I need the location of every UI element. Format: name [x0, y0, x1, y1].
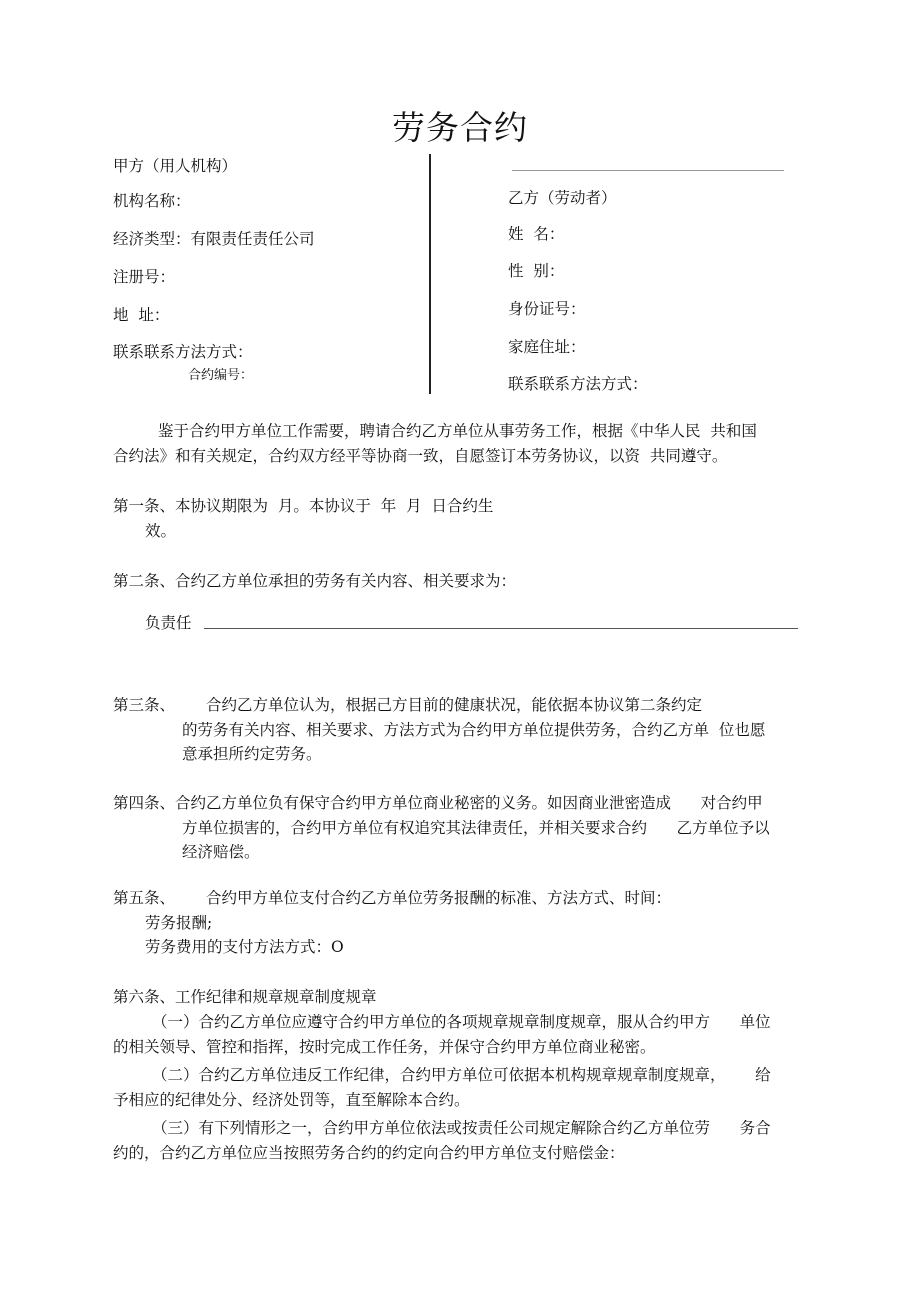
article-2: 第二条、合约乙方单位承担的劳务有关内容、相关要求为： — [113, 572, 517, 590]
article-6-p3-line-2: 约的，合约乙方单位应当按照劳务合约的约定向合约甲方单位支付赔偿金： — [113, 1144, 625, 1162]
responsible-fill-line — [204, 628, 798, 629]
intro-line-2: 合约法》和有关规定，合约双方经平等协商一致，自愿签订本劳务协议，以资 共同遵守。 — [113, 447, 728, 465]
responsible-label: 负责任 — [145, 614, 192, 632]
article-1-line-2: 效。 — [145, 522, 177, 540]
party-a-reg-no: 注册号： — [113, 268, 176, 286]
article-5-line: 合约甲方单位支付合约乙方单位劳务报酬的标准、方法方式、时间： — [206, 889, 672, 907]
party-a-contact: 联系联系方法方式： — [113, 343, 253, 361]
party-b-gender: 性 别： — [508, 262, 565, 280]
article-3-line-2: 的劳务有关内容、相关要求、方法方式为合约甲方单位提供劳务，合约乙方单 位也愿 — [182, 721, 766, 739]
contract-number-label: 合约编号： — [188, 368, 254, 383]
party-a-address: 地 址： — [113, 306, 170, 324]
column-divider — [429, 154, 431, 394]
article-4-line-2: 方单位损害的，合约甲方单位有权追究其法律责任，并相关要求合约 乙方单位予以 — [182, 819, 770, 837]
party-b-heading: 乙方（劳动者） — [508, 189, 617, 207]
article-5-sub-2: 劳务费用的支付方法方式：O — [145, 938, 344, 956]
intro-line-1: 鉴于合约甲方单位工作需要，聘请合约乙方单位从事劳务工作，根据《中华人民 共和国 — [158, 422, 757, 440]
article-4-line-3: 经济赔偿。 — [182, 843, 260, 861]
party-a-name-label: 机构名称： — [113, 192, 191, 210]
article-6-p1-line-2: 的相关领导、管控和指挥，按时完成工作任务，并保守合约甲方单位商业秘密。 — [113, 1038, 656, 1056]
article-4-line-1: 第四条、合约乙方单位负有保守合约甲方单位商业秘密的义务。如因商业泄密造成 对合约甲 — [113, 794, 763, 812]
party-a-econ-type: 经济类型：有限责任责任公司 — [113, 230, 315, 248]
article-5-sub-1: 劳务报酬; — [145, 914, 213, 932]
article-5-head: 第五条、 — [113, 889, 176, 907]
article-6-p2-line-1: （二）合约乙方单位违反工作纪律，合约甲方单位可依据本机构规章规章制度规章， 给 — [152, 1066, 771, 1084]
party-b-id-no: 身份证号： — [508, 300, 586, 318]
article-6-head: 第六条、工作纪律和规章规章制度规章 — [113, 988, 377, 1006]
party-b-name: 姓 名： — [508, 225, 565, 243]
article-3-line-1: 合约乙方单位认为，根据己方目前的健康状况，能依据本协议第二条约定 — [206, 696, 703, 714]
article-3-line-3: 意承担所约定劳务。 — [182, 745, 322, 763]
article-6-p2-line-2: 予相应的纪律处分、经济处罚等，直至解除本合约。 — [113, 1091, 470, 1109]
article-3-head: 第三条、 — [113, 696, 176, 714]
party-b-top-line — [512, 170, 784, 171]
article-1-line-1: 第一条、本协议期限为 月。本协议于 年 月 日合约生 — [113, 497, 494, 515]
article-6-p3-line-1: （三）有下列情形之一，合约甲方单位依法或按责任公司规定解除合约乙方单位劳 务合 — [152, 1119, 771, 1137]
party-b-contact: 联系联系方法方式： — [508, 375, 648, 393]
document-title: 劳务合约 — [392, 108, 528, 147]
party-a-heading: 甲方（用人机构） — [113, 157, 238, 175]
article-6-p1-line-1: （一）合约乙方单位应遵守合约甲方单位的各项规章规章制度规章，服从合约甲方 单位 — [152, 1013, 771, 1031]
party-b-home-address: 家庭住址： — [508, 338, 586, 356]
